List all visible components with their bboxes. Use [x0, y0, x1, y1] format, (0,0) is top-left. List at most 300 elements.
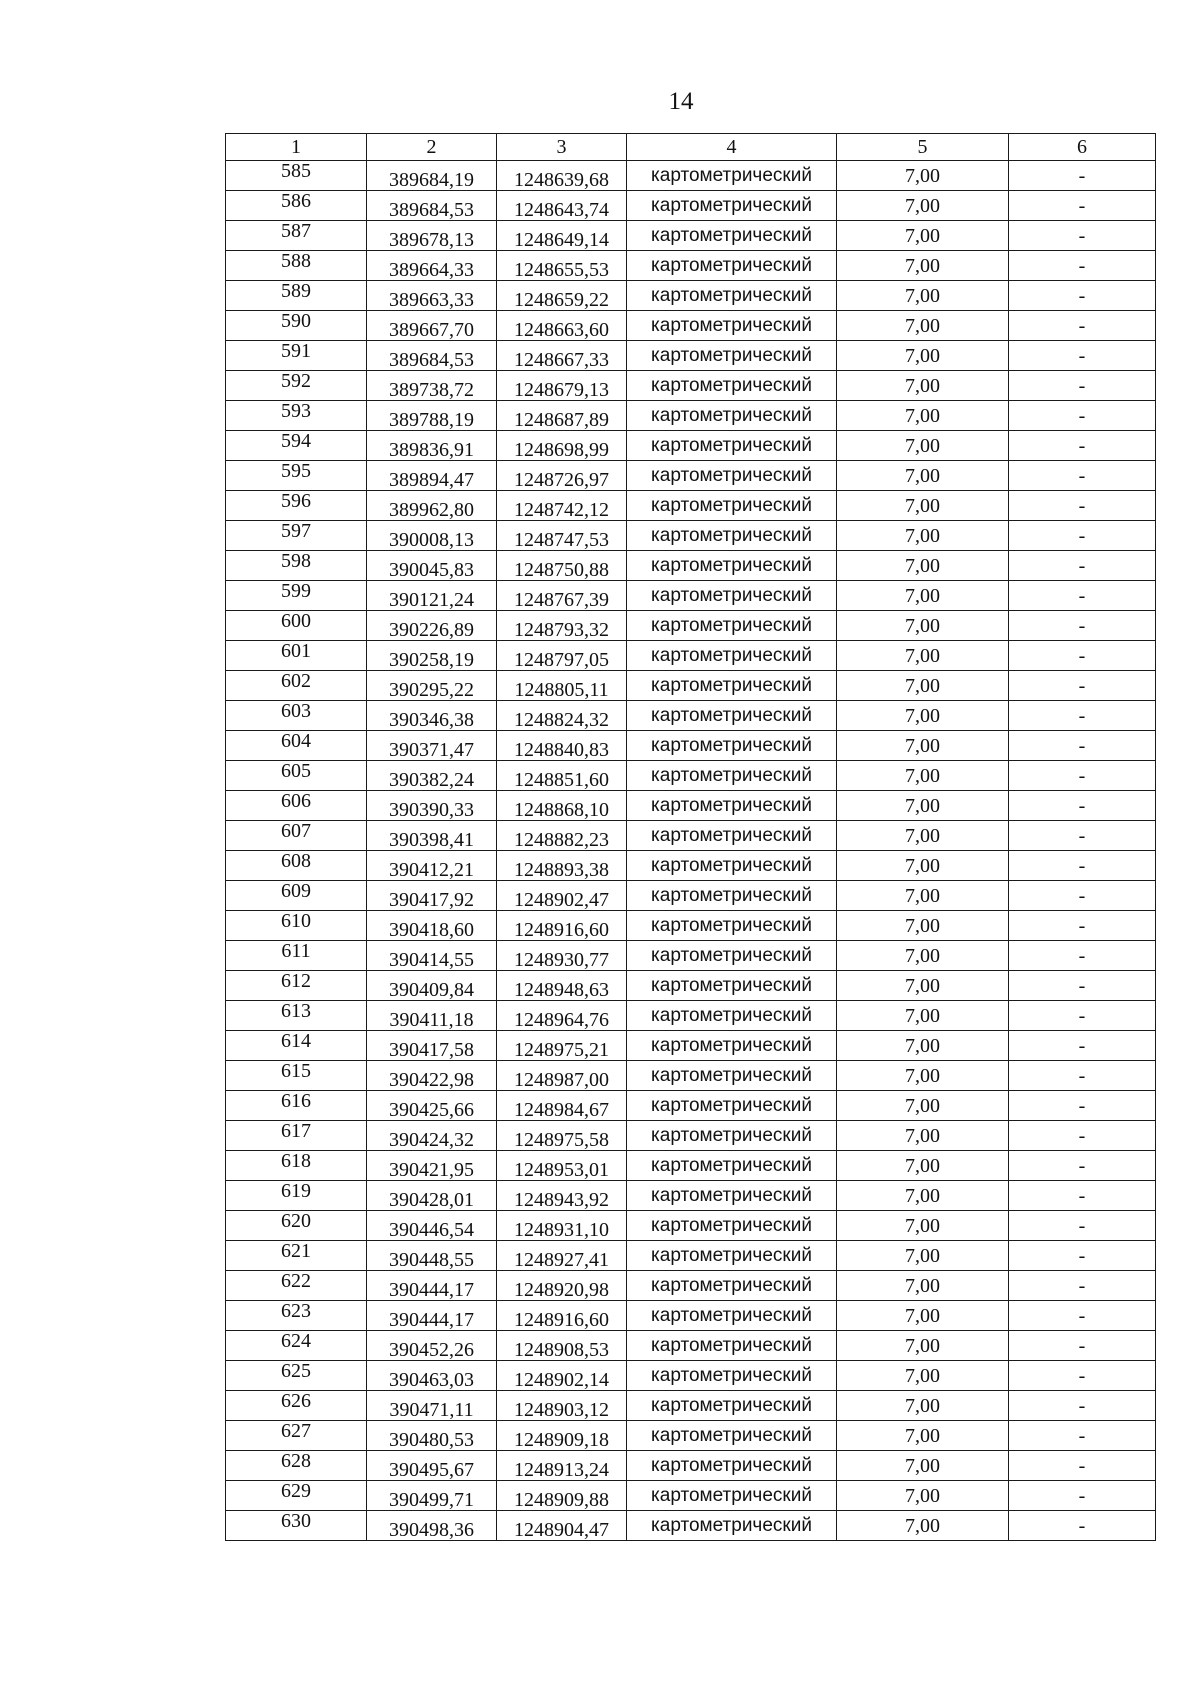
- x-coordinate-cell: 390045,83: [367, 551, 497, 581]
- table-row: [226, 1181, 1156, 1211]
- description-cell: -: [1009, 341, 1156, 371]
- x-coordinate-cell: 390495,67: [367, 1451, 497, 1481]
- method-cell: картометрический: [627, 161, 837, 191]
- y-coordinate-cell: 1248639,68: [497, 161, 627, 191]
- y-coordinate-cell: 1248975,21: [497, 1031, 627, 1061]
- x-coordinate-cell: 390409,84: [367, 971, 497, 1001]
- method-cell: картометрический: [627, 401, 837, 431]
- point-number-cell: 592: [226, 371, 367, 401]
- accuracy-cell: 7,00: [837, 221, 1009, 251]
- x-coordinate-cell: 390444,17: [367, 1271, 497, 1301]
- accuracy-cell: 7,00: [837, 701, 1009, 731]
- x-coordinate-cell: 390371,47: [367, 731, 497, 761]
- method-cell: картометрический: [627, 911, 837, 941]
- y-coordinate-cell: 1248659,22: [497, 281, 627, 311]
- x-coordinate-cell: 390414,55: [367, 941, 497, 971]
- description-cell: -: [1009, 851, 1156, 881]
- description-cell: -: [1009, 1451, 1156, 1481]
- x-coordinate-cell: 390418,60: [367, 911, 497, 941]
- accuracy-cell: 7,00: [837, 851, 1009, 881]
- description-cell: -: [1009, 1211, 1156, 1241]
- method-cell: картометрический: [627, 1301, 837, 1331]
- accuracy-cell: 7,00: [837, 251, 1009, 281]
- method-cell: картометрический: [627, 1061, 837, 1091]
- table-row: [226, 281, 1156, 311]
- table-row: [226, 251, 1156, 281]
- x-coordinate-cell: 390422,98: [367, 1061, 497, 1091]
- method-cell: картометрический: [627, 881, 837, 911]
- point-number-cell: 611: [226, 941, 367, 971]
- coordinates-table: [225, 133, 1156, 1541]
- point-number-cell: 627: [226, 1421, 367, 1451]
- method-cell: картометрический: [627, 281, 837, 311]
- table-row: [226, 1211, 1156, 1241]
- table-row: [226, 551, 1156, 581]
- method-cell: картометрический: [627, 611, 837, 641]
- table-row: [226, 1091, 1156, 1121]
- table-row: [226, 971, 1156, 1001]
- x-coordinate-cell: 390417,92: [367, 881, 497, 911]
- y-coordinate-cell: 1248909,18: [497, 1421, 627, 1451]
- point-number-cell: 596: [226, 491, 367, 521]
- description-cell: -: [1009, 1331, 1156, 1361]
- accuracy-cell: 7,00: [837, 1001, 1009, 1031]
- method-cell: картометрический: [627, 1361, 837, 1391]
- method-cell: картометрический: [627, 1091, 837, 1121]
- description-cell: -: [1009, 1061, 1156, 1091]
- description-cell: -: [1009, 1121, 1156, 1151]
- header-cell-2: 2: [367, 134, 497, 161]
- point-number-cell: 621: [226, 1241, 367, 1271]
- table-row: [226, 1031, 1156, 1061]
- method-cell: картометрический: [627, 1391, 837, 1421]
- accuracy-cell: 7,00: [837, 1091, 1009, 1121]
- y-coordinate-cell: 1248679,13: [497, 371, 627, 401]
- x-coordinate-cell: 389684,53: [367, 341, 497, 371]
- method-cell: картометрический: [627, 701, 837, 731]
- method-cell: картометрический: [627, 641, 837, 671]
- description-cell: -: [1009, 491, 1156, 521]
- table-row: [226, 371, 1156, 401]
- x-coordinate-cell: 390471,11: [367, 1391, 497, 1421]
- description-cell: -: [1009, 881, 1156, 911]
- point-number-cell: 594: [226, 431, 367, 461]
- description-cell: -: [1009, 1511, 1156, 1541]
- table-row: [226, 1361, 1156, 1391]
- table-row: [226, 1301, 1156, 1331]
- x-coordinate-cell: 390444,17: [367, 1301, 497, 1331]
- table-row: [226, 1121, 1156, 1151]
- method-cell: картометрический: [627, 1241, 837, 1271]
- x-coordinate-cell: 390421,95: [367, 1151, 497, 1181]
- accuracy-cell: 7,00: [837, 1031, 1009, 1061]
- description-cell: -: [1009, 1001, 1156, 1031]
- header-cell-5: 5: [837, 134, 1009, 161]
- y-coordinate-cell: 1248882,23: [497, 821, 627, 851]
- table-row: [226, 1061, 1156, 1091]
- point-number-cell: 629: [226, 1481, 367, 1511]
- table-row: [226, 341, 1156, 371]
- table-row: [226, 401, 1156, 431]
- accuracy-cell: 7,00: [837, 551, 1009, 581]
- point-number-cell: 617: [226, 1121, 367, 1151]
- point-number-cell: 587: [226, 221, 367, 251]
- accuracy-cell: 7,00: [837, 1391, 1009, 1421]
- y-coordinate-cell: 1248851,60: [497, 761, 627, 791]
- accuracy-cell: 7,00: [837, 821, 1009, 851]
- point-number-cell: 613: [226, 1001, 367, 1031]
- method-cell: картометрический: [627, 371, 837, 401]
- y-coordinate-cell: 1248902,14: [497, 1361, 627, 1391]
- x-coordinate-cell: 390008,13: [367, 521, 497, 551]
- header-cell-1: 1: [226, 134, 367, 161]
- x-coordinate-cell: 390499,71: [367, 1481, 497, 1511]
- table-row: [226, 671, 1156, 701]
- y-coordinate-cell: 1248750,88: [497, 551, 627, 581]
- y-coordinate-cell: 1248930,77: [497, 941, 627, 971]
- accuracy-cell: 7,00: [837, 971, 1009, 1001]
- description-cell: -: [1009, 701, 1156, 731]
- description-cell: -: [1009, 791, 1156, 821]
- point-number-cell: 606: [226, 791, 367, 821]
- y-coordinate-cell: 1248649,14: [497, 221, 627, 251]
- description-cell: -: [1009, 611, 1156, 641]
- point-number-cell: 599: [226, 581, 367, 611]
- accuracy-cell: 7,00: [837, 1181, 1009, 1211]
- x-coordinate-cell: 390498,36: [367, 1511, 497, 1541]
- y-coordinate-cell: 1248916,60: [497, 1301, 627, 1331]
- accuracy-cell: 7,00: [837, 611, 1009, 641]
- accuracy-cell: 7,00: [837, 731, 1009, 761]
- description-cell: -: [1009, 911, 1156, 941]
- accuracy-cell: 7,00: [837, 1301, 1009, 1331]
- y-coordinate-cell: 1248698,99: [497, 431, 627, 461]
- table-row: [226, 1001, 1156, 1031]
- y-coordinate-cell: 1248902,47: [497, 881, 627, 911]
- header-cell-4: 4: [627, 134, 837, 161]
- point-number-cell: 628: [226, 1451, 367, 1481]
- accuracy-cell: 7,00: [837, 161, 1009, 191]
- table-row: [226, 941, 1156, 971]
- y-coordinate-cell: 1248909,88: [497, 1481, 627, 1511]
- x-coordinate-cell: 390452,26: [367, 1331, 497, 1361]
- method-cell: картометрический: [627, 671, 837, 701]
- point-number-cell: 614: [226, 1031, 367, 1061]
- x-coordinate-cell: 389738,72: [367, 371, 497, 401]
- x-coordinate-cell: 390424,32: [367, 1121, 497, 1151]
- accuracy-cell: 7,00: [837, 1121, 1009, 1151]
- x-coordinate-cell: 390121,24: [367, 581, 497, 611]
- accuracy-cell: 7,00: [837, 941, 1009, 971]
- point-number-cell: 600: [226, 611, 367, 641]
- header-cell-6: 6: [1009, 134, 1156, 161]
- point-number-cell: 610: [226, 911, 367, 941]
- table-row: [226, 611, 1156, 641]
- method-cell: картометрический: [627, 941, 837, 971]
- description-cell: -: [1009, 1271, 1156, 1301]
- table-row: [226, 1241, 1156, 1271]
- x-coordinate-cell: 389663,33: [367, 281, 497, 311]
- accuracy-cell: 7,00: [837, 1451, 1009, 1481]
- method-cell: картометрический: [627, 1121, 837, 1151]
- x-coordinate-cell: 390258,19: [367, 641, 497, 671]
- method-cell: картометрический: [627, 1181, 837, 1211]
- point-number-cell: 623: [226, 1301, 367, 1331]
- description-cell: -: [1009, 671, 1156, 701]
- point-number-cell: 630: [226, 1511, 367, 1541]
- accuracy-cell: 7,00: [837, 881, 1009, 911]
- point-number-cell: 589: [226, 281, 367, 311]
- header-cell-3: 3: [497, 134, 627, 161]
- table-row: [226, 851, 1156, 881]
- method-cell: картометрический: [627, 1271, 837, 1301]
- table-row: [226, 641, 1156, 671]
- point-number-cell: 618: [226, 1151, 367, 1181]
- y-coordinate-cell: 1248920,98: [497, 1271, 627, 1301]
- table-row: [226, 431, 1156, 461]
- table-row: [226, 161, 1156, 191]
- accuracy-cell: 7,00: [837, 1211, 1009, 1241]
- x-coordinate-cell: 389962,80: [367, 491, 497, 521]
- table-row: [226, 701, 1156, 731]
- description-cell: -: [1009, 941, 1156, 971]
- accuracy-cell: 7,00: [837, 191, 1009, 221]
- y-coordinate-cell: 1248931,10: [497, 1211, 627, 1241]
- description-cell: -: [1009, 281, 1156, 311]
- y-coordinate-cell: 1248805,11: [497, 671, 627, 701]
- description-cell: -: [1009, 1361, 1156, 1391]
- x-coordinate-cell: 390428,01: [367, 1181, 497, 1211]
- description-cell: -: [1009, 311, 1156, 341]
- x-coordinate-cell: 390446,54: [367, 1211, 497, 1241]
- y-coordinate-cell: 1248987,00: [497, 1061, 627, 1091]
- accuracy-cell: 7,00: [837, 341, 1009, 371]
- accuracy-cell: 7,00: [837, 281, 1009, 311]
- x-coordinate-cell: 390417,58: [367, 1031, 497, 1061]
- description-cell: -: [1009, 1301, 1156, 1331]
- x-coordinate-cell: 389836,91: [367, 431, 497, 461]
- point-number-cell: 626: [226, 1391, 367, 1421]
- description-cell: -: [1009, 1181, 1156, 1211]
- accuracy-cell: 7,00: [837, 1481, 1009, 1511]
- description-cell: -: [1009, 1241, 1156, 1271]
- accuracy-cell: 7,00: [837, 1361, 1009, 1391]
- y-coordinate-cell: 1248903,12: [497, 1391, 627, 1421]
- x-coordinate-cell: 389678,13: [367, 221, 497, 251]
- accuracy-cell: 7,00: [837, 1511, 1009, 1541]
- method-cell: картометрический: [627, 971, 837, 1001]
- table-row: [226, 761, 1156, 791]
- y-coordinate-cell: 1248904,47: [497, 1511, 627, 1541]
- y-coordinate-cell: 1248797,05: [497, 641, 627, 671]
- y-coordinate-cell: 1248913,24: [497, 1451, 627, 1481]
- description-cell: -: [1009, 1151, 1156, 1181]
- point-number-cell: 593: [226, 401, 367, 431]
- point-number-cell: 598: [226, 551, 367, 581]
- y-coordinate-cell: 1248643,74: [497, 191, 627, 221]
- point-number-cell: 615: [226, 1061, 367, 1091]
- x-coordinate-cell: 390411,18: [367, 1001, 497, 1031]
- x-coordinate-cell: 390346,38: [367, 701, 497, 731]
- accuracy-cell: 7,00: [837, 1331, 1009, 1361]
- y-coordinate-cell: 1248953,01: [497, 1151, 627, 1181]
- method-cell: картометрический: [627, 431, 837, 461]
- description-cell: -: [1009, 1391, 1156, 1421]
- table-row: [226, 1331, 1156, 1361]
- method-cell: картометрический: [627, 1481, 837, 1511]
- description-cell: -: [1009, 1091, 1156, 1121]
- method-cell: картометрический: [627, 1001, 837, 1031]
- point-number-cell: 595: [226, 461, 367, 491]
- y-coordinate-cell: 1248687,89: [497, 401, 627, 431]
- point-number-cell: 601: [226, 641, 367, 671]
- point-number-cell: 622: [226, 1271, 367, 1301]
- table-row: [226, 911, 1156, 941]
- method-cell: картометрический: [627, 551, 837, 581]
- table-row: [226, 731, 1156, 761]
- table-row: [226, 1421, 1156, 1451]
- accuracy-cell: 7,00: [837, 671, 1009, 701]
- x-coordinate-cell: 390412,21: [367, 851, 497, 881]
- table-body: [226, 134, 1156, 1541]
- y-coordinate-cell: 1248663,60: [497, 311, 627, 341]
- description-cell: -: [1009, 641, 1156, 671]
- point-number-cell: 602: [226, 671, 367, 701]
- method-cell: картометрический: [627, 461, 837, 491]
- table-row: [226, 1481, 1156, 1511]
- point-number-cell: 586: [226, 191, 367, 221]
- table-row: [226, 1391, 1156, 1421]
- method-cell: картометрический: [627, 251, 837, 281]
- accuracy-cell: 7,00: [837, 431, 1009, 461]
- y-coordinate-cell: 1248916,60: [497, 911, 627, 941]
- point-number-cell: 619: [226, 1181, 367, 1211]
- description-cell: -: [1009, 221, 1156, 251]
- y-coordinate-cell: 1248655,53: [497, 251, 627, 281]
- method-cell: картометрический: [627, 191, 837, 221]
- point-number-cell: 625: [226, 1361, 367, 1391]
- point-number-cell: 608: [226, 851, 367, 881]
- page-number: 14: [668, 88, 694, 115]
- accuracy-cell: 7,00: [837, 641, 1009, 671]
- description-cell: -: [1009, 161, 1156, 191]
- table-row: [226, 1451, 1156, 1481]
- y-coordinate-cell: 1248948,63: [497, 971, 627, 1001]
- description-cell: -: [1009, 581, 1156, 611]
- description-cell: -: [1009, 551, 1156, 581]
- method-cell: картометрический: [627, 1031, 837, 1061]
- point-number-cell: 591: [226, 341, 367, 371]
- method-cell: картометрический: [627, 821, 837, 851]
- method-cell: картометрический: [627, 731, 837, 761]
- y-coordinate-cell: 1248824,32: [497, 701, 627, 731]
- accuracy-cell: 7,00: [837, 1061, 1009, 1091]
- table-header-row: [226, 134, 1156, 161]
- method-cell: картометрический: [627, 761, 837, 791]
- description-cell: -: [1009, 971, 1156, 1001]
- y-coordinate-cell: 1248742,12: [497, 491, 627, 521]
- table-row: [226, 191, 1156, 221]
- accuracy-cell: 7,00: [837, 761, 1009, 791]
- x-coordinate-cell: 390425,66: [367, 1091, 497, 1121]
- point-number-cell: 605: [226, 761, 367, 791]
- description-cell: -: [1009, 371, 1156, 401]
- accuracy-cell: 7,00: [837, 581, 1009, 611]
- table-row: [226, 1151, 1156, 1181]
- y-coordinate-cell: 1248984,67: [497, 1091, 627, 1121]
- accuracy-cell: 7,00: [837, 1241, 1009, 1271]
- y-coordinate-cell: 1248975,58: [497, 1121, 627, 1151]
- table-row: [226, 1271, 1156, 1301]
- y-coordinate-cell: 1248667,33: [497, 341, 627, 371]
- table-row: [226, 581, 1156, 611]
- method-cell: картометрический: [627, 341, 837, 371]
- x-coordinate-cell: 390390,33: [367, 791, 497, 821]
- method-cell: картометрический: [627, 521, 837, 551]
- accuracy-cell: 7,00: [837, 521, 1009, 551]
- x-coordinate-cell: 390463,03: [367, 1361, 497, 1391]
- x-coordinate-cell: 389684,53: [367, 191, 497, 221]
- method-cell: картометрический: [627, 1331, 837, 1361]
- y-coordinate-cell: 1248793,32: [497, 611, 627, 641]
- x-coordinate-cell: 390295,22: [367, 671, 497, 701]
- accuracy-cell: 7,00: [837, 401, 1009, 431]
- accuracy-cell: 7,00: [837, 1151, 1009, 1181]
- method-cell: картометрический: [627, 1451, 837, 1481]
- x-coordinate-cell: 390480,53: [367, 1421, 497, 1451]
- point-number-cell: 588: [226, 251, 367, 281]
- point-number-cell: 604: [226, 731, 367, 761]
- y-coordinate-cell: 1248893,38: [497, 851, 627, 881]
- table-row: [226, 1511, 1156, 1541]
- point-number-cell: 585: [226, 161, 367, 191]
- description-cell: -: [1009, 731, 1156, 761]
- description-cell: -: [1009, 821, 1156, 851]
- x-coordinate-cell: 390398,41: [367, 821, 497, 851]
- method-cell: картометрический: [627, 221, 837, 251]
- y-coordinate-cell: 1248908,53: [497, 1331, 627, 1361]
- point-number-cell: 607: [226, 821, 367, 851]
- method-cell: картометрический: [627, 581, 837, 611]
- y-coordinate-cell: 1248868,10: [497, 791, 627, 821]
- x-coordinate-cell: 389664,33: [367, 251, 497, 281]
- point-number-cell: 609: [226, 881, 367, 911]
- method-cell: картометрический: [627, 1421, 837, 1451]
- table-row: [226, 881, 1156, 911]
- point-number-cell: 620: [226, 1211, 367, 1241]
- x-coordinate-cell: 390382,24: [367, 761, 497, 791]
- y-coordinate-cell: 1248964,76: [497, 1001, 627, 1031]
- accuracy-cell: 7,00: [837, 911, 1009, 941]
- point-number-cell: 612: [226, 971, 367, 1001]
- table-row: [226, 461, 1156, 491]
- description-cell: -: [1009, 251, 1156, 281]
- method-cell: картометрический: [627, 791, 837, 821]
- method-cell: картометрический: [627, 491, 837, 521]
- x-coordinate-cell: 389684,19: [367, 161, 497, 191]
- table-row: [226, 311, 1156, 341]
- point-number-cell: 624: [226, 1331, 367, 1361]
- table-row: [226, 221, 1156, 251]
- x-coordinate-cell: 389788,19: [367, 401, 497, 431]
- accuracy-cell: 7,00: [837, 461, 1009, 491]
- table-row: [226, 491, 1156, 521]
- description-cell: -: [1009, 431, 1156, 461]
- point-number-cell: 597: [226, 521, 367, 551]
- method-cell: картометрический: [627, 1211, 837, 1241]
- description-cell: -: [1009, 1031, 1156, 1061]
- accuracy-cell: 7,00: [837, 371, 1009, 401]
